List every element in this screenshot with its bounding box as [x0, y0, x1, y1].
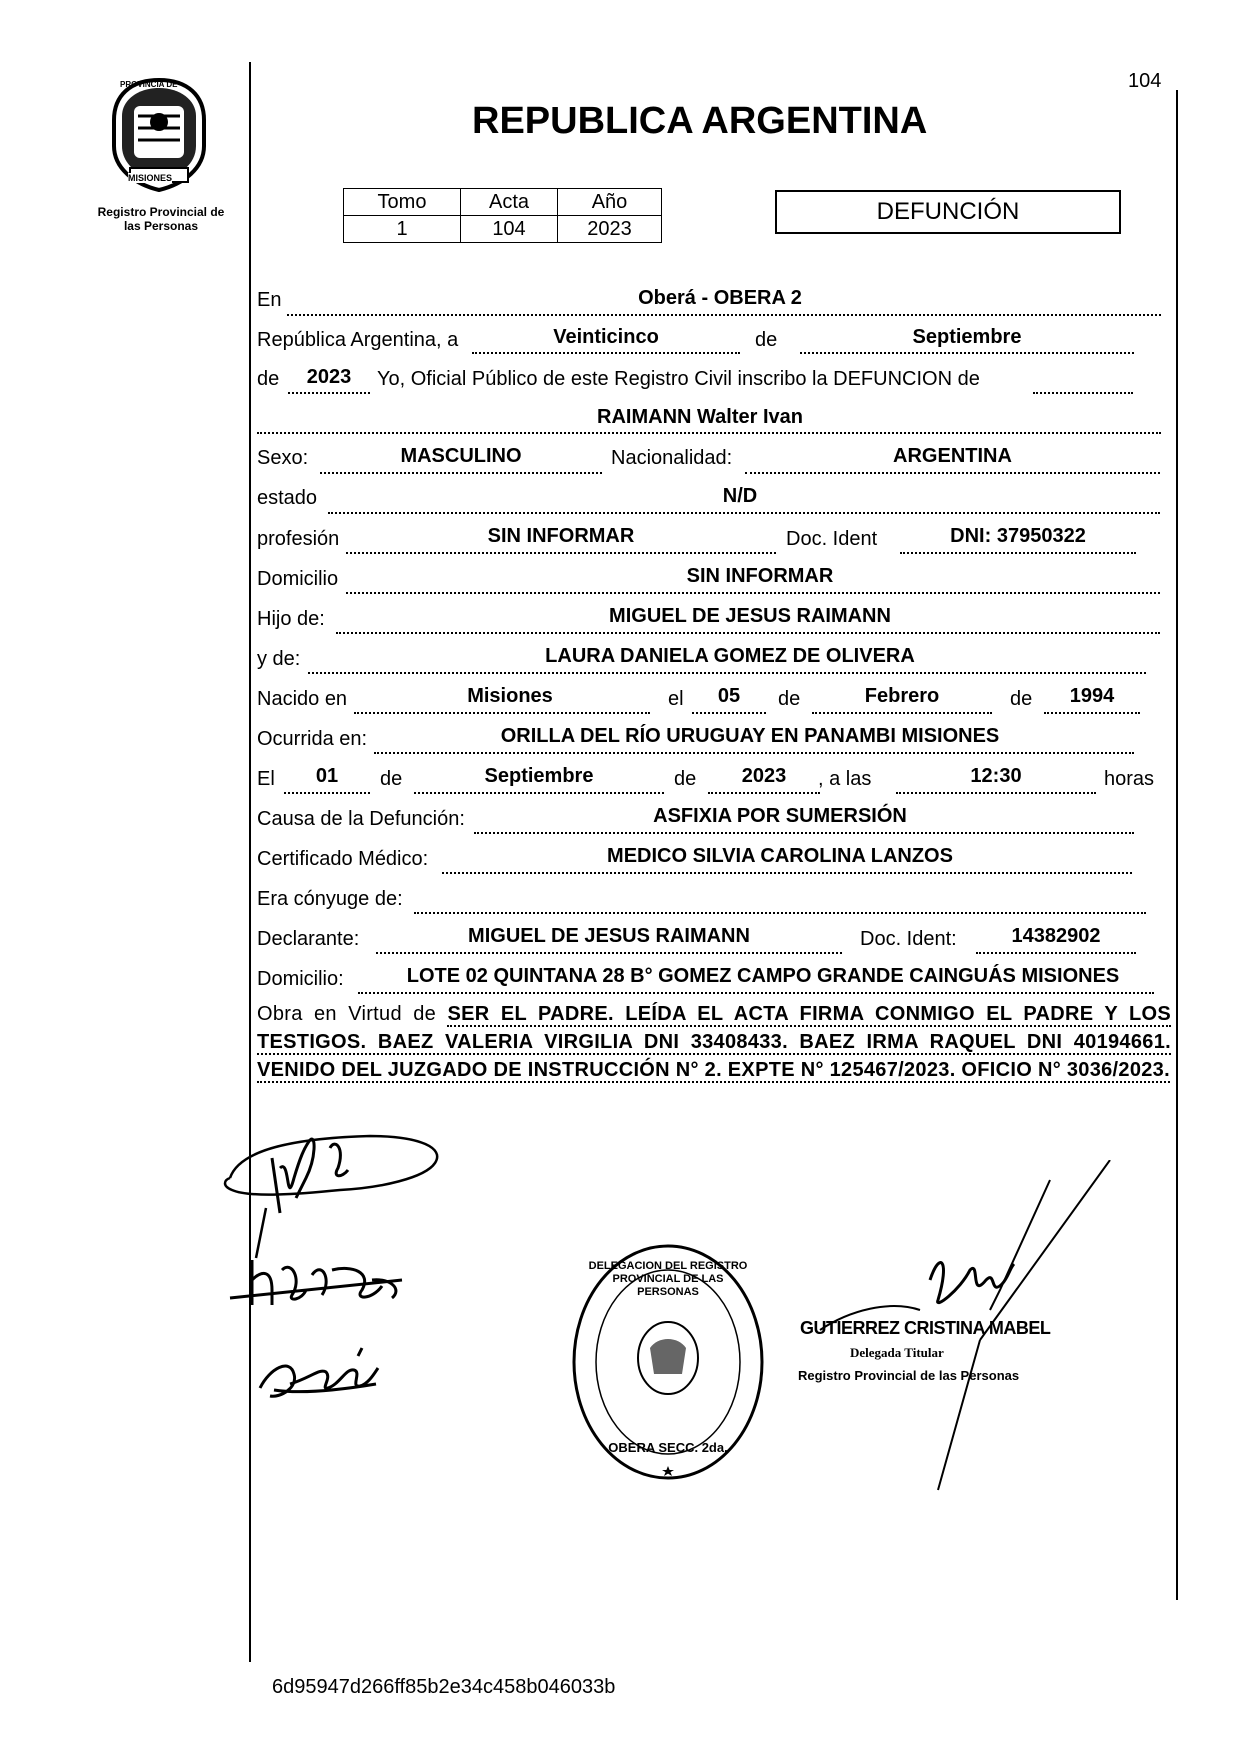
republica-label: República Argentina, a — [257, 329, 459, 351]
obra-paragraph — [257, 1000, 1171, 1084]
def-anio-line — [708, 792, 820, 794]
day-words-value: Veinticinco — [553, 326, 659, 348]
causa-label: Causa de la Defunción: — [257, 808, 465, 830]
profesion-label: profesión — [257, 528, 340, 550]
horas-label: horas — [1104, 768, 1155, 790]
padre-value: MIGUEL DE JESUS RAIMANN — [609, 605, 891, 627]
conyuge-line — [414, 912, 1146, 914]
nacido-label: Nacido en — [257, 688, 348, 710]
page-number: 104 — [1128, 70, 1162, 92]
decl-doc-label: Doc. Ident: — [860, 928, 957, 950]
ocurrida-value: ORILLA DEL RÍO URUGUAY EN PANAMBI MISIONES — [500, 725, 1000, 747]
registrar-office: Registro Provincial de las Personas — [798, 1368, 1020, 1383]
registry-header-tomo: Tomo — [344, 189, 461, 216]
profesion-line — [346, 552, 776, 554]
month-value: Septiembre — [912, 326, 1022, 348]
crest-label-top: PROVINCIA DE — [120, 80, 178, 89]
domicilio-label: Domicilio — [257, 568, 339, 590]
madre-line — [308, 672, 1146, 674]
place-value: Oberá - OBERA 2 — [638, 287, 802, 309]
def-mes-line — [414, 792, 664, 794]
registry-table — [343, 188, 662, 243]
hijo-label: Hijo de: — [257, 608, 325, 630]
decl-dom-value: LOTE 02 QUINTANA 28 B° GOMEZ CAMPO GRANDE CAINGUÁS MISIONES — [406, 965, 1120, 987]
nacido-lugar-value: Misiones — [467, 685, 553, 707]
declarante-label: Declarante: — [257, 928, 360, 950]
declarante-line — [376, 952, 842, 954]
nacionalidad-label: Nacionalidad: — [611, 447, 733, 469]
def-anio-value: 2023 — [741, 765, 787, 787]
place-line — [287, 314, 1161, 316]
registry-value-anio: 2023 — [558, 216, 662, 243]
certificado-value: MEDICO SILVIA CAROLINA LANZOS — [607, 845, 953, 867]
yde-label: y de: — [257, 648, 301, 670]
inscribo-text: Yo, Oficial Público de este Registro Civil inscribo la DEFUNCION de — [377, 368, 980, 390]
registry-header-anio: Año — [558, 189, 662, 216]
estado-line — [328, 512, 1160, 514]
witness-signature-3 — [250, 1338, 390, 1413]
el-cap-label: El — [257, 768, 275, 790]
de-label-1: de — [755, 329, 778, 351]
witness-signature-2 — [222, 1250, 422, 1325]
padre-line — [336, 632, 1160, 634]
right-margin-line — [1176, 90, 1178, 1600]
madre-value: LAURA DANIELA GOMEZ DE OLIVERA — [545, 645, 915, 667]
inscribo-line — [1033, 392, 1133, 394]
document-title: REPUBLICA ARGENTINA — [472, 100, 928, 142]
left-margin-line — [249, 62, 251, 1662]
stamp-bottom-text: OBERA SECC. 2da. — [608, 1440, 728, 1455]
el-label: el — [668, 688, 684, 710]
sexo-value: MASCULINO — [400, 445, 522, 467]
nacido-lugar-line — [354, 712, 650, 714]
estado-value: N/D — [722, 485, 758, 507]
deceased-line — [257, 432, 1161, 434]
def-dia-value: 01 — [315, 765, 339, 787]
de-label-5: de — [380, 768, 403, 790]
doc-value: DNI: 37950322 — [950, 525, 1086, 547]
ocurrida-line — [374, 752, 1134, 754]
de-label-2: de — [257, 368, 280, 390]
def-mes-value: Septiembre — [484, 765, 594, 787]
document-type-box: DEFUNCIÓN — [775, 190, 1121, 234]
nacionalidad-line — [745, 472, 1160, 474]
nacido-mes-value: Febrero — [864, 685, 940, 707]
year-line — [288, 392, 370, 394]
def-hora-value: 12:30 — [970, 765, 1022, 787]
nacido-mes-line — [812, 712, 992, 714]
en-label: En — [257, 289, 282, 311]
sexo-line — [320, 472, 602, 474]
de-label-4: de — [1010, 688, 1033, 710]
nacido-dia-value: 05 — [717, 685, 741, 707]
profesion-value: SIN INFORMAR — [487, 525, 635, 547]
year-value: 2023 — [306, 366, 352, 388]
obra-label: Obra en Virtud de — [257, 1003, 437, 1025]
office-name: Registro Provincial de las Personas — [97, 205, 225, 233]
document-hash: 6d95947d266ff85b2e34c458b046033b — [272, 1676, 616, 1698]
domicilio-value: SIN INFORMAR — [686, 565, 834, 587]
nacido-anio-value: 1994 — [1069, 685, 1115, 707]
doc-label: Doc. Ident — [786, 528, 878, 550]
decl-doc-line — [976, 952, 1136, 954]
certificado-line — [442, 872, 1132, 874]
doc-line — [900, 552, 1136, 554]
def-hora-line — [896, 792, 1096, 794]
decl-dom-line — [358, 992, 1154, 994]
nacido-anio-line — [1044, 712, 1140, 714]
registrar-role: Delegada Titular — [850, 1345, 944, 1360]
de-label-6: de — [674, 768, 697, 790]
nacido-dia-line — [692, 712, 766, 714]
certificado-label: Certificado Médico: — [257, 848, 429, 870]
alas-label: , a las — [818, 768, 872, 790]
decl-doc-value: 14382902 — [1011, 925, 1101, 947]
sexo-label: Sexo: — [257, 447, 309, 469]
deceased-name: RAIMANN Walter Ivan — [597, 406, 803, 428]
de-label-3: de — [778, 688, 801, 710]
domicilio-line — [346, 592, 1160, 594]
ocurrida-label: Ocurrida en: — [257, 728, 368, 750]
estado-label: estado — [257, 487, 318, 509]
stamp-ring-text: DELEGACION DEL REGISTRO PROVINCIAL DE LAS PERSONAS — [588, 1260, 748, 1298]
registry-header-acta: Acta — [461, 189, 558, 216]
day-line — [472, 352, 740, 354]
obra-text: SER EL PADRE. LEÍDA EL ACTA FIRMA CONMIGO EL PADRE Y LOS TESTIGOS. BAEZ VALERIA VIRGILIA DNI 33408433. BAEZ IRMA RAQUEL DNI 40194661. VENIDO DEL JUZGADO DE INSTRUCCIÓN N° 2. EXPTE N° 125467/2023. OFICIO N° 3036/2023. — [257, 1003, 1171, 1081]
month-line — [800, 352, 1134, 354]
decl-dom-label: Domicilio: — [257, 968, 344, 990]
causa-line — [474, 832, 1134, 834]
registry-value-tomo: 1 — [344, 216, 461, 243]
registrar-name: GUTIERREZ CRISTINA MABEL — [800, 1318, 1051, 1338]
declarante-value: MIGUEL DE JESUS RAIMANN — [468, 925, 750, 947]
crest-label-bottom: MISIONES — [128, 173, 173, 183]
causa-value: ASFIXIA POR SUMERSIÓN — [653, 805, 907, 827]
def-dia-line — [284, 792, 370, 794]
registry-value-acta: 104 — [461, 216, 558, 243]
nacionalidad-value: ARGENTINA — [893, 445, 1012, 467]
conyuge-label: Era cónyuge de: — [257, 888, 403, 910]
